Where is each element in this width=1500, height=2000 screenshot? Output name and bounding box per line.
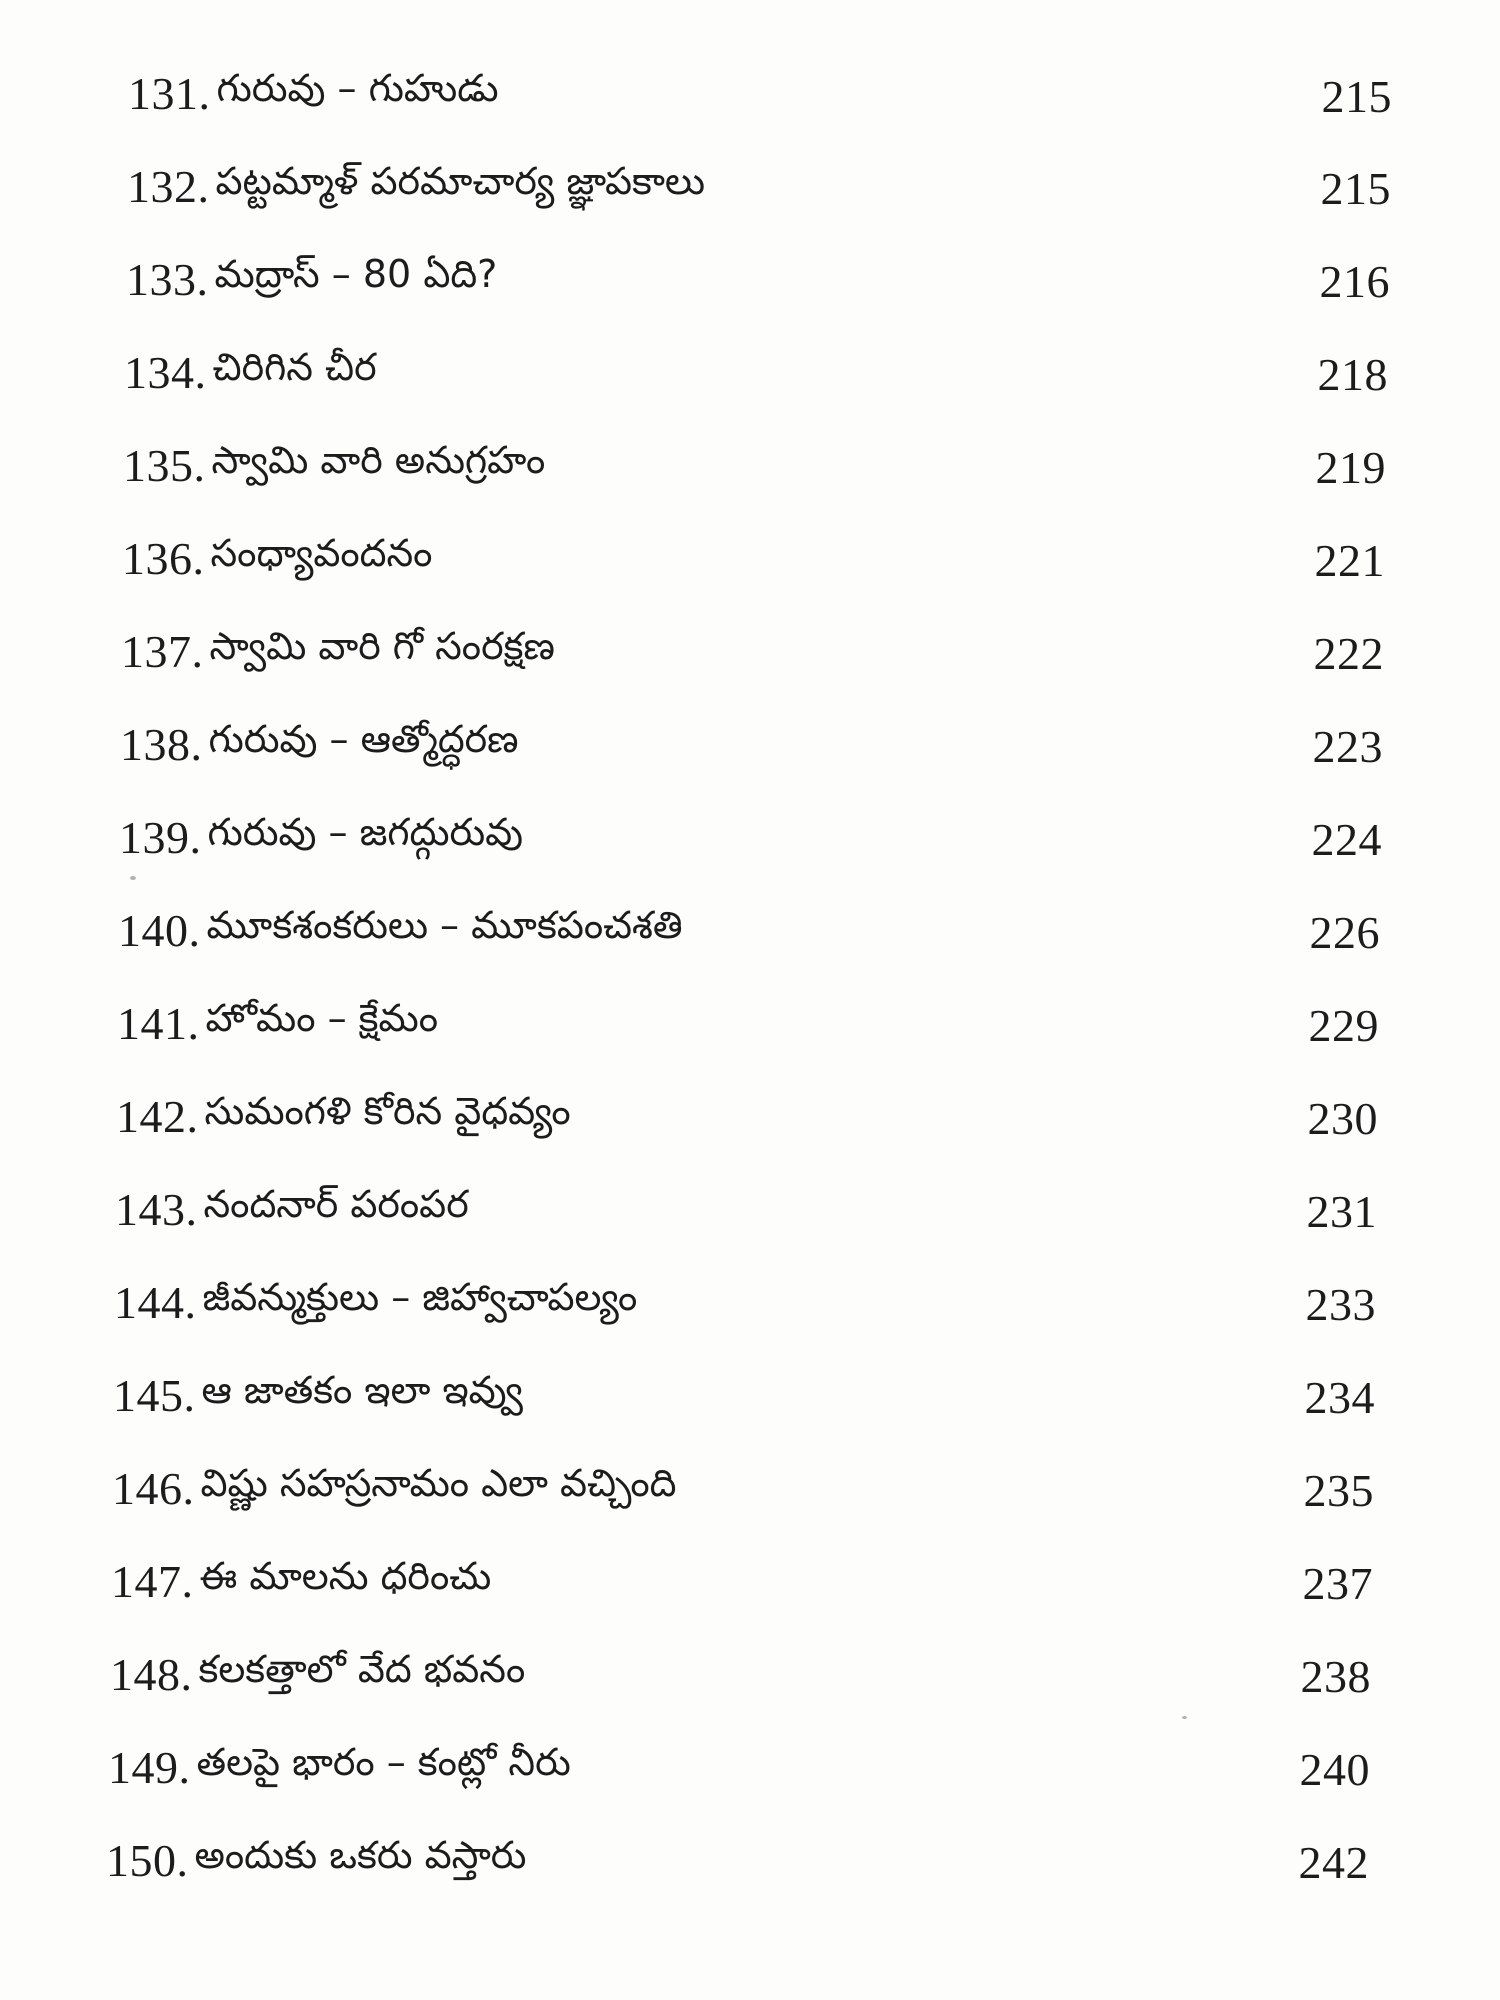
entry-title: గురువు – ఆత్మోద్ధరణ <box>208 717 519 761</box>
entry-number: 150. <box>106 1834 189 1886</box>
entry-page-number: 237 <box>1302 1558 1373 1609</box>
scan-speck <box>130 876 136 880</box>
entry-page-number: 235 <box>1303 1465 1374 1516</box>
toc-entry-140 <box>118 895 683 965</box>
toc-entry-139 <box>119 802 523 872</box>
entry-number: 143. <box>115 1183 198 1235</box>
entry-page-number: 226 <box>1309 907 1380 958</box>
entry-number: 139. <box>119 811 202 863</box>
entry-number: 142. <box>116 1090 199 1142</box>
toc-entry-138 <box>120 709 519 779</box>
entry-page-number: 233 <box>1305 1279 1376 1330</box>
entry-page-number: 219 <box>1315 442 1386 493</box>
entry-number: 137. <box>121 625 204 677</box>
toc-entry-148 <box>110 1639 525 1709</box>
toc-entry-142 <box>116 1081 571 1151</box>
entry-title: స్వామి వారి గో సంరక్షణ <box>209 624 555 668</box>
entry-title: కలకత్తాలో వేద భవనం <box>198 1647 526 1691</box>
entry-title: చిరిగిన చీర <box>212 345 377 389</box>
entry-page-number: 222 <box>1313 628 1384 679</box>
entry-page-number: 216 <box>1319 256 1390 307</box>
toc-entry-149 <box>108 1732 571 1802</box>
entry-number: 133. <box>126 253 209 305</box>
entry-title: మద్రాస్ – 80 ఏది? <box>214 252 498 296</box>
entry-title: గురువు – గుహుడు <box>216 66 499 110</box>
toc-entry-145 <box>113 1360 523 1430</box>
entry-title: హోమం – క్షేమం <box>205 996 438 1040</box>
entry-number: 148. <box>110 1648 193 1700</box>
entry-number: 145. <box>113 1369 196 1421</box>
entry-page-number: 229 <box>1308 1000 1379 1051</box>
entry-number: 134. <box>124 346 207 398</box>
toc-entry-150 <box>106 1825 526 1895</box>
entry-number: 147. <box>111 1555 194 1607</box>
entry-page-number: 240 <box>1299 1744 1370 1795</box>
entry-page-number: 238 <box>1300 1651 1371 1702</box>
entry-title: జీవన్ముక్తులు – జిహ్వాచాపల్యం <box>202 1275 638 1319</box>
entry-title: ఈ మాలను ధరించు <box>199 1554 492 1598</box>
toc-entry-135 <box>123 430 545 500</box>
toc-entry-144 <box>114 1267 637 1337</box>
entry-number: 135. <box>123 439 206 491</box>
entry-page-number: 242 <box>1298 1837 1369 1888</box>
entry-number: 149. <box>108 1741 191 1793</box>
entry-title: సంధ్యావందనం <box>210 531 433 575</box>
entry-title: ఆ జాతకం ఇలా ఇవ్వు <box>201 1368 523 1412</box>
toc-entry-137 <box>121 616 555 686</box>
entry-title: పట్టమ్మాళ్ పరమాచార్య జ్ఞాపకాలు <box>215 159 706 203</box>
entry-number: 138. <box>120 718 203 770</box>
toc-entry-141 <box>117 988 438 1058</box>
entry-number: 132. <box>127 160 210 212</box>
entry-page-number: 230 <box>1307 1093 1378 1144</box>
scan-speck <box>1182 1716 1187 1719</box>
entry-page-number: 231 <box>1306 1186 1377 1237</box>
toc-entry-143 <box>115 1174 469 1244</box>
toc-entry-136 <box>122 523 432 593</box>
entry-page-number: 223 <box>1312 721 1383 772</box>
entry-title: అందుకు ఒకరు వస్తారు <box>194 1833 527 1877</box>
toc-entry-133 <box>126 244 497 314</box>
entry-title: మూకశంకరులు – మూకపంచశతి <box>206 903 683 947</box>
entry-number: 141. <box>117 997 200 1049</box>
entry-title: తలపై భారం – కంట్లో నీరు <box>196 1740 571 1784</box>
entry-page-number: 221 <box>1314 535 1385 586</box>
entry-page-number: 215 <box>1321 71 1392 122</box>
entry-page-number: 218 <box>1317 349 1388 400</box>
entry-number: 144. <box>114 1276 197 1328</box>
entry-title: విష్ణు సహస్రనామం ఎలా వచ్చింది <box>200 1461 677 1505</box>
toc-entry-132 <box>127 151 705 221</box>
entry-number: 131. <box>128 67 211 119</box>
toc-entry-147 <box>111 1546 491 1616</box>
entry-number: 140. <box>118 904 201 956</box>
entry-number: 146. <box>112 1462 195 1514</box>
entry-number: 136. <box>122 532 205 584</box>
toc-entry-134 <box>124 337 377 407</box>
entry-page-number: 224 <box>1311 814 1382 865</box>
toc-entry-131 <box>128 58 499 128</box>
toc-entry-146 <box>112 1453 676 1523</box>
entry-title: సుమంగళి కోరిన వైధవ్యం <box>204 1089 571 1133</box>
entry-title: స్వామి వారి అనుగ్రహం <box>211 438 546 482</box>
entry-title: గురువు – జగద్గురువు <box>207 810 524 854</box>
entry-page-number: 215 <box>1320 163 1391 214</box>
entry-title: నందనార్ పరంపర <box>203 1182 469 1226</box>
entry-page-number: 234 <box>1304 1372 1375 1423</box>
